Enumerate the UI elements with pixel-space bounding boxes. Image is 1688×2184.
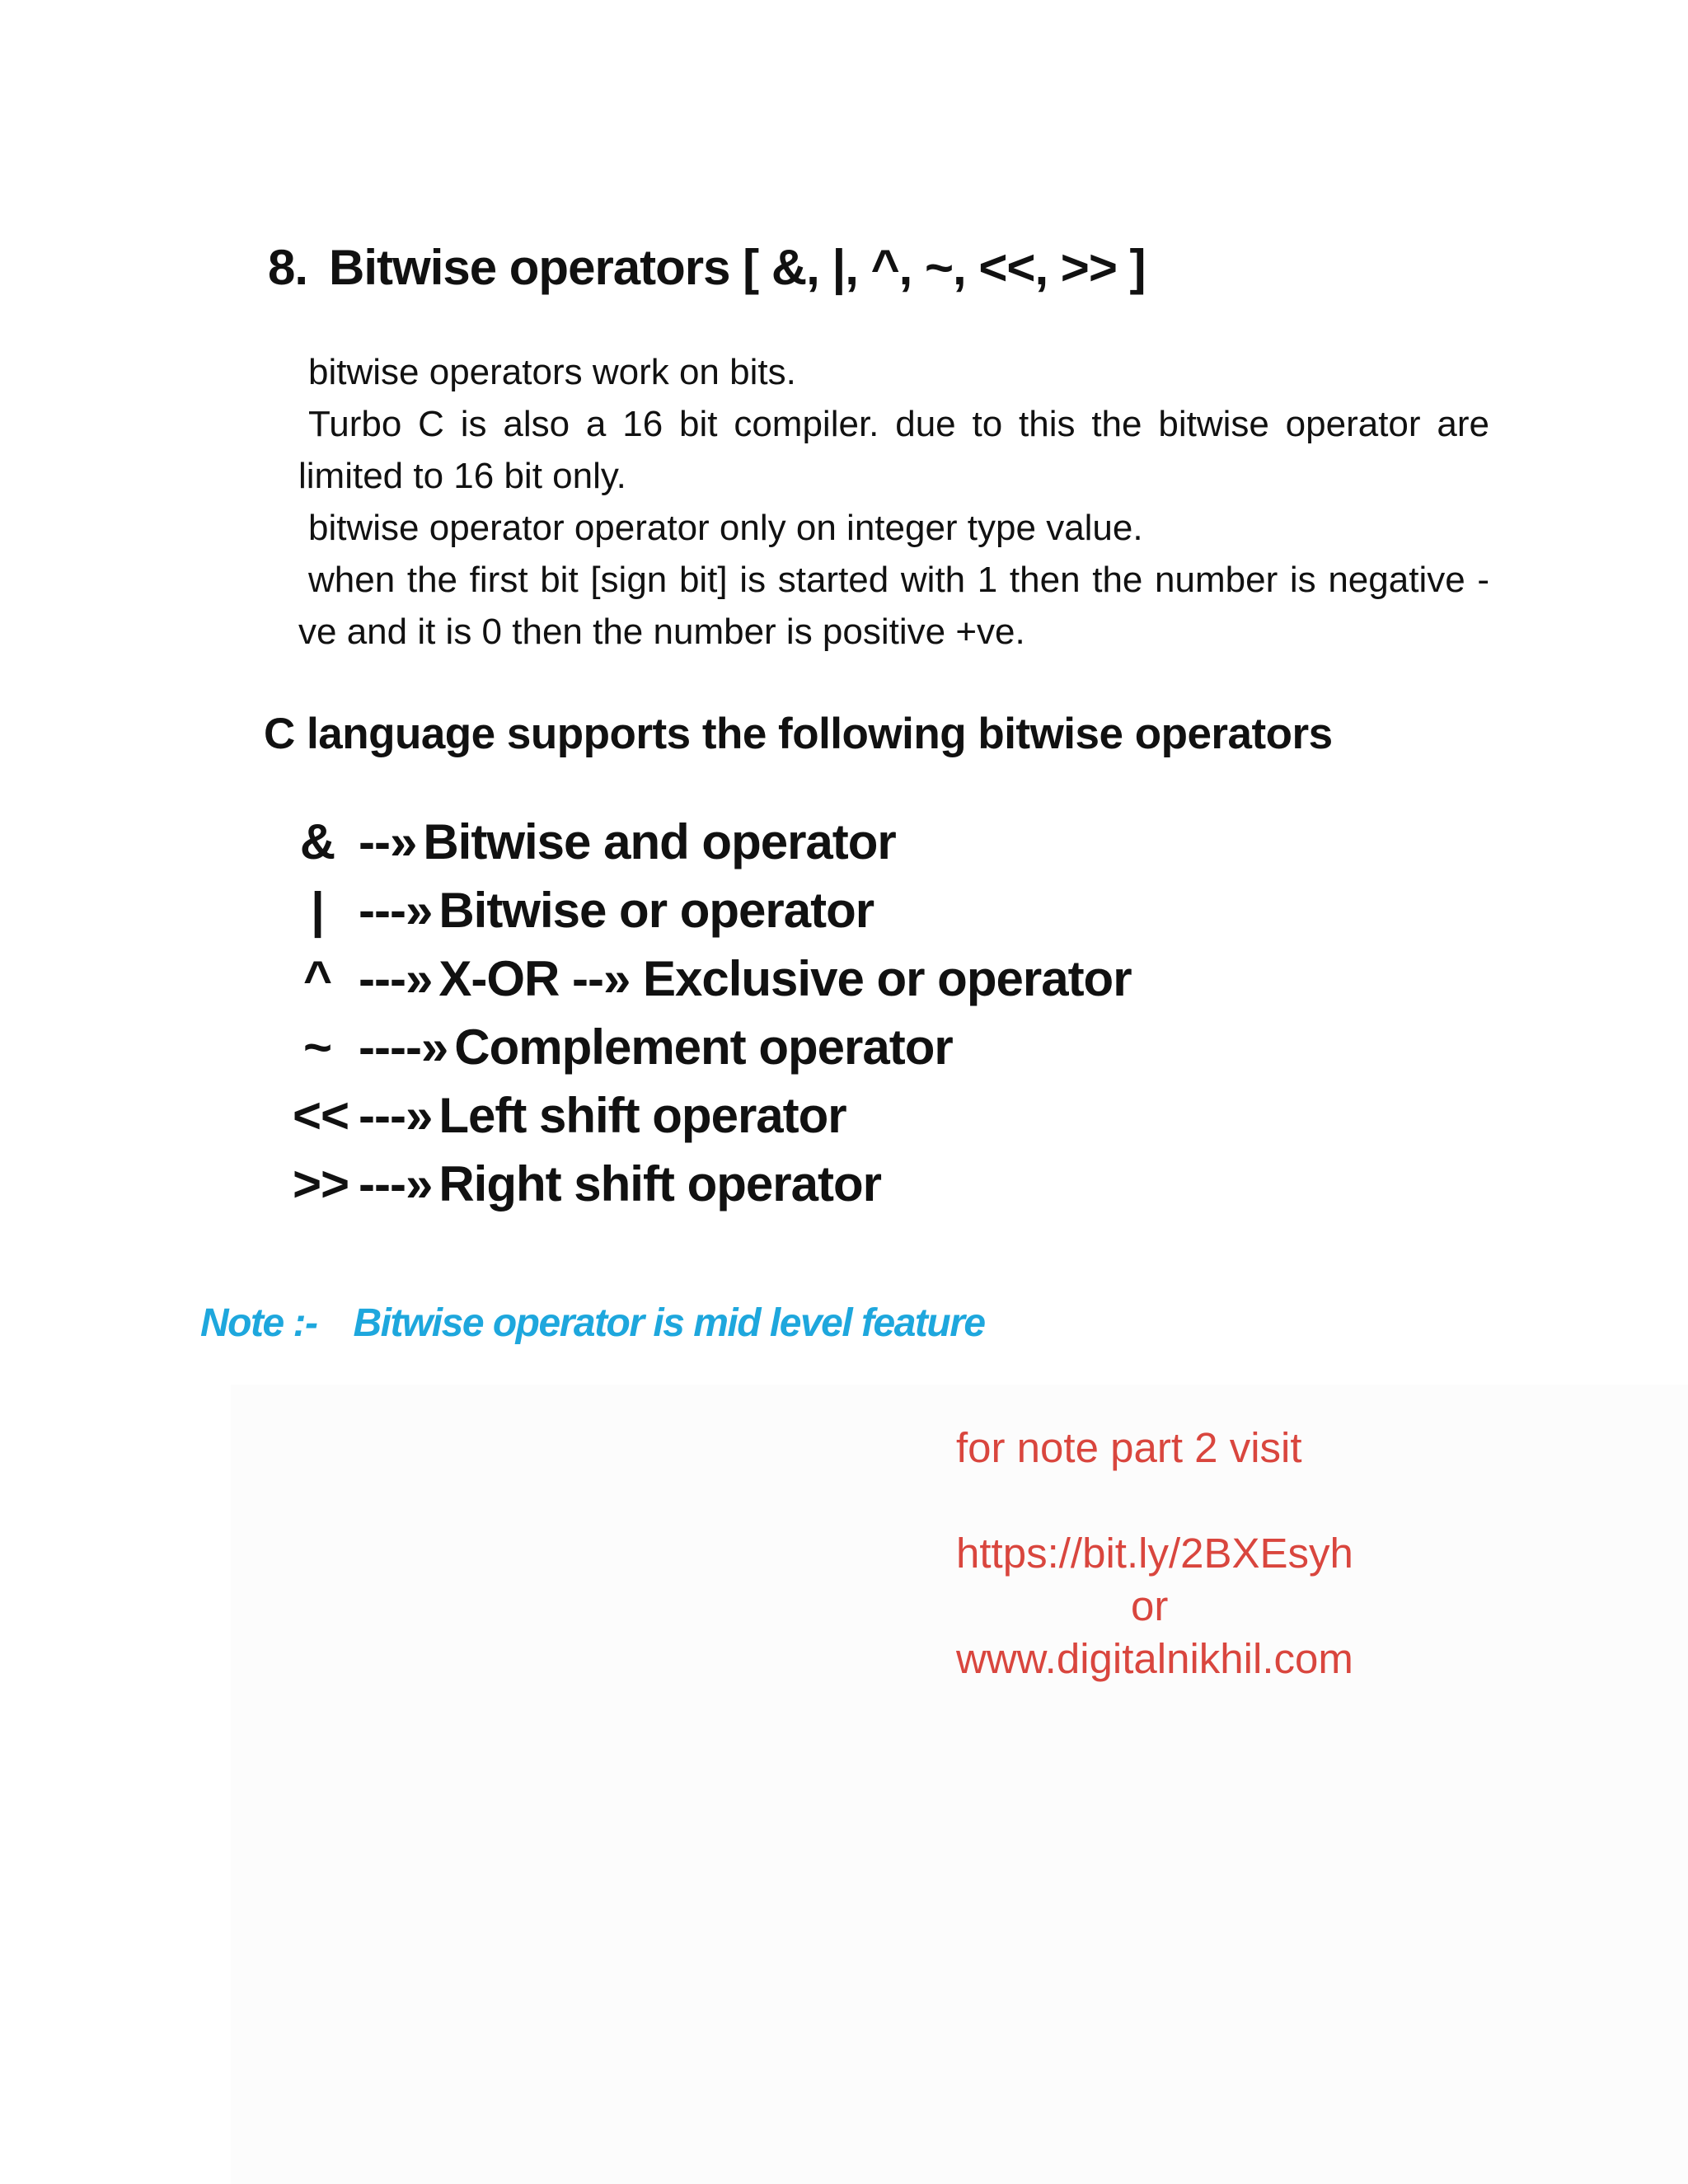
note — [200, 1301, 985, 1346]
operator-symbol: >> — [293, 1156, 349, 1212]
operator-description: Complement operator — [454, 1019, 953, 1075]
arrow: ----» — [359, 1019, 448, 1075]
section-title: Bitwise operators [ &, |, ^, ~, <<, >> ] — [329, 240, 1146, 295]
arrow: ---» — [359, 1088, 433, 1143]
arrow: ---» — [359, 1156, 433, 1212]
operator-description: X-OR --» Exclusive or operator — [438, 951, 1132, 1006]
operator-item — [293, 1150, 1132, 1218]
operator-description: Bitwise and operator — [423, 814, 896, 869]
operator-symbol: ^ — [302, 951, 332, 1006]
note-label: Note :- — [200, 1301, 317, 1345]
operator-symbol: ~ — [302, 1019, 332, 1075]
visit-text: for note part 2 visit — [956, 1424, 1302, 1471]
spacer — [956, 1474, 1353, 1527]
intro-text — [298, 346, 1489, 658]
operators-subheading: C language supports the following bitwise operators — [264, 710, 1333, 758]
operator-list — [293, 808, 1132, 1218]
intro-paragraph: bitwise operators work on bits. — [308, 352, 796, 392]
operator-item — [293, 876, 1132, 944]
operator-item — [293, 1081, 1132, 1150]
visit-block — [956, 1422, 1353, 1685]
intro-paragraph: bitwise operator operator only on integer type value. — [308, 508, 1143, 548]
operator-description: Right shift operator — [438, 1156, 881, 1212]
operator-description: Left shift operator — [438, 1088, 846, 1143]
arrow: ---» — [359, 883, 433, 938]
section-number: 8. — [268, 240, 308, 295]
operator-item — [293, 1013, 1132, 1081]
or-text: or — [1131, 1582, 1169, 1629]
intro-paragraph: Turbo C is also a 16 bit compiler. due to this the bitwise operator are limited to 16 bit only. — [298, 404, 1489, 496]
intro-paragraph: when the first bit [sign bit] is started with 1 then the number is negative -ve and it is 0 then the number is positive +ve. — [298, 560, 1489, 652]
operator-symbol: & — [299, 814, 335, 869]
arrow: ---» — [359, 951, 433, 1006]
website-link[interactable]: www.digitalnikhil.com — [956, 1635, 1353, 1682]
short-link[interactable]: https://bit.ly/2BXEsyh — [956, 1530, 1353, 1577]
operator-symbol: | — [311, 883, 324, 938]
note-text: Bitwise operator is mid level feature — [353, 1301, 985, 1345]
operator-symbol: << — [293, 1088, 349, 1143]
operator-item — [293, 808, 1132, 876]
operator-description: Bitwise or operator — [438, 883, 874, 938]
arrow: --» — [359, 814, 417, 869]
section-heading — [268, 239, 1146, 296]
operator-item — [293, 944, 1132, 1013]
